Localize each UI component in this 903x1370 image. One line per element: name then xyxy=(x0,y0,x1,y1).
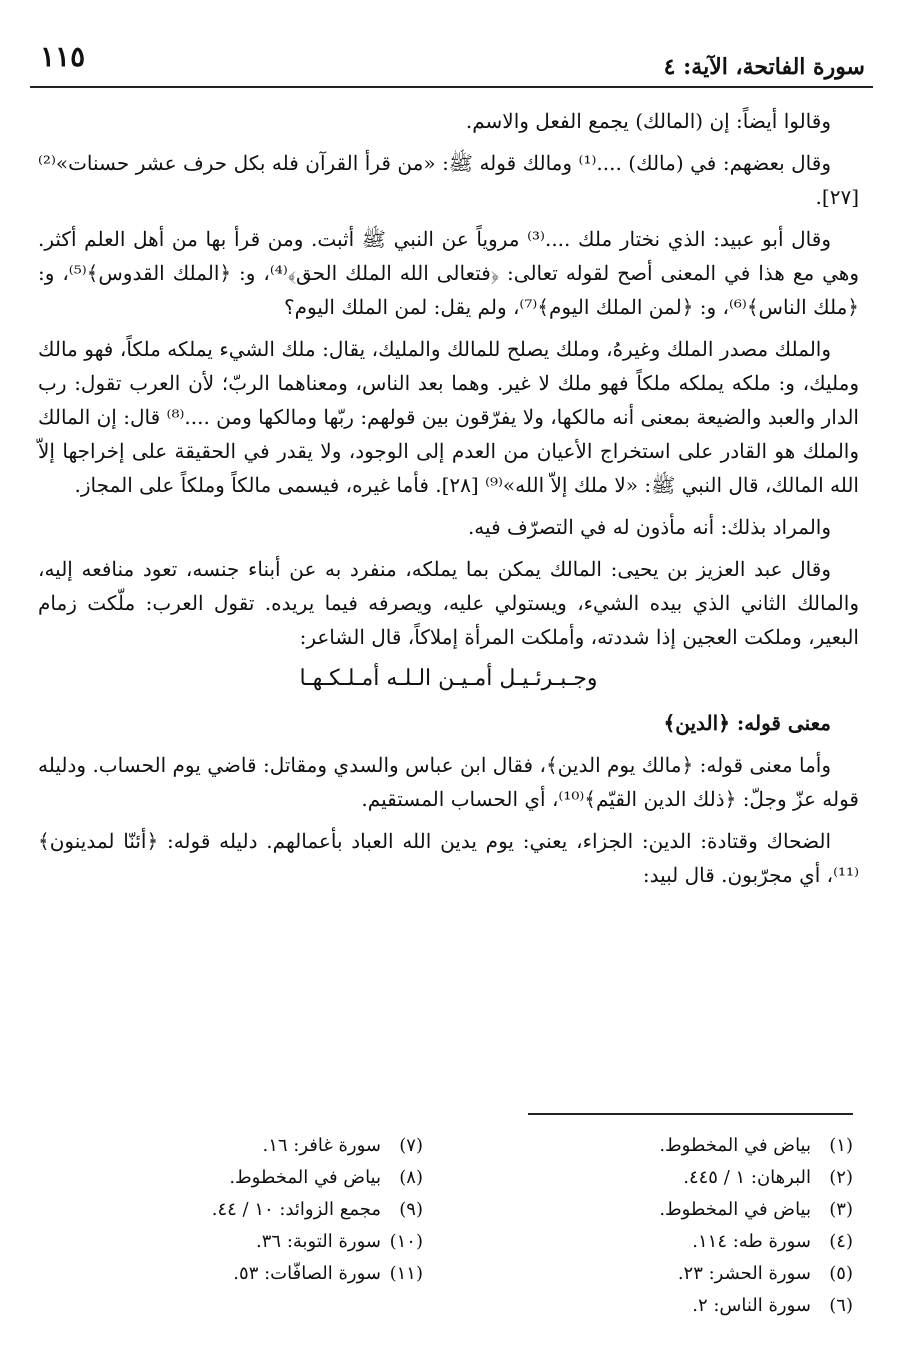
footnote-text: بياض في المخطوط. xyxy=(229,1167,381,1188)
footnote xyxy=(83,1226,423,1258)
footnote xyxy=(523,1258,853,1290)
running-title: سورة الفاتحة، الآية: ٤ xyxy=(663,54,865,80)
footnote-text: سورة الحشر: ٢٣. xyxy=(677,1263,811,1284)
footnote-divider xyxy=(528,1113,853,1115)
main-text xyxy=(38,104,859,900)
footnote-number: (١) xyxy=(829,1135,853,1156)
page-header xyxy=(30,30,873,88)
footnote-text: بياض في المخطوط. xyxy=(659,1199,811,1220)
footnote xyxy=(83,1194,423,1226)
section-heading: معنى قوله: ﴿الدين﴾ xyxy=(663,711,831,735)
paragraph: والمراد بذلك: أنه مأذون له في التصرّف فيه. xyxy=(467,515,831,539)
footnote xyxy=(83,1130,423,1162)
footnote-number: (٩) xyxy=(399,1199,423,1220)
footnote-number: (١١) xyxy=(389,1263,423,1284)
footnote-number: (٢) xyxy=(829,1167,853,1188)
footnote-text: سورة غافر: ١٦. xyxy=(262,1135,381,1156)
footnote-text: البرهان: ١ / ٤٤٥. xyxy=(683,1167,811,1188)
paragraph: وقال بعضهم: في (مالك) ....⁽¹⁾ ومالك قوله ﷺ: «من قرأ القرآن فله بكل حرف عشر حسنات»⁽²⁾ [٢٧]. xyxy=(38,151,859,209)
paragraph: الضحاك وقتادة: الدين: الجزاء، يعني: يوم يدين الله العباد بأعمالهم. دليله قوله: ﴿أئنّا لمدينون﴾⁽¹¹⁾، أي مجرّبون. قال لبيد: xyxy=(38,829,859,887)
footnote-text: بياض في المخطوط. xyxy=(659,1135,811,1156)
paragraph: وقال عبد العزيز بن يحيى: المالك يمكن بما يملكه، منفرد به عن أبناء جنسه، تعود منافعه إليه، والمالك الثاني الذي بيده الشيء، ويستولي عليه، ويصرفه فيما يريده. تقول العرب: ملّكت زمام البعير، وملكت العجين إذا شددته، وأملكت المرأة إملاكاً، قال الشاعر: xyxy=(38,557,859,649)
footnote xyxy=(523,1290,853,1322)
footnote xyxy=(83,1162,423,1194)
footnote-text: مجمع الزوائد: ١٠ / ٤٤. xyxy=(211,1199,381,1220)
footnote xyxy=(83,1258,423,1290)
footnote-number: (٣) xyxy=(829,1199,853,1220)
paragraph: وقالوا أيضاً: إن (المالك) يجمع الفعل والاسم. xyxy=(465,109,831,133)
footnote-text: سورة الصافّات: ٥٣. xyxy=(233,1263,381,1284)
footnote-number: (٦) xyxy=(829,1295,853,1316)
footnote xyxy=(523,1162,853,1194)
footnote xyxy=(523,1130,853,1162)
poetry-verse: وجـبـرئـيـل أمـيـن الـلـه أمـلـكـهـا xyxy=(299,666,598,691)
paragraph: وأما معنى قوله: ﴿مالك يوم الدين﴾، فقال ابن عباس والسدي ومقاتل: قاضي يوم الحساب. ودليله قوله عزّ وجلّ: ﴿ذلك الدين القيّم﴾⁽¹⁰⁾، أي الحساب المستقيم. xyxy=(38,753,859,811)
footnotes-right-column xyxy=(523,1130,853,1322)
footnote-number: (٨) xyxy=(399,1167,423,1188)
footnote xyxy=(523,1194,853,1226)
footnote-number: (٥) xyxy=(829,1263,853,1284)
paragraph: وقال أبو عبيد: الذي نختار ملك ....⁽³⁾ مروياً عن النبي ﷺ أثبت. ومن قرأ بها من أهل العلم أكثر. وهي مع هذا في المعنى أصح لقوله تعالى: ﴿فتعالى الله الملك الحق﴾⁽⁴⁾، و: ﴿الملك القدوس﴾⁽⁵⁾، و: ﴿ملك الناس﴾⁽⁶⁾، و: ﴿لمن الملك اليوم﴾⁽⁷⁾، ولم يقل: لمن الملك اليوم؟ xyxy=(38,227,860,319)
footnote-text: سورة التوبة: ٣٦. xyxy=(256,1231,381,1252)
footnote-number: (٤) xyxy=(829,1231,853,1252)
footnotes-left-column xyxy=(83,1130,423,1290)
page-number: ١١٥ xyxy=(40,40,86,73)
paragraph: والملك مصدر الملك وغيرهُ، وملك يصلح للمالك والمليك، يقال: ملك الشيء يملكه ملكاً، فهو مالك ومليك، و: ملكه يملكه ملكاً فهو ملك لا غير. وهما بعد الناس، ومعناهما الربّ؛ لأن العرب تقول: رب الدار والعبد والضيعة بمعنى أنه مالكها، ولا يفرّقون بين قولهم: ربّها ومالكها ومن ....⁽⁸⁾ قال: إن المالك والملك هو القادر على استخراج الأعيان من العدم إلى الوجود، ولا يقدر في الحقيقة على إخراجها إلاّ الله المالك، قال النبي ﷺ: «لا ملك إلاّ الله»⁽⁹⁾ [٢٨]. فأما غيره، فيسمى مالكاً وملكاً على المجاز. xyxy=(38,337,859,497)
footnote-number: (٧) xyxy=(399,1135,423,1156)
footnote-text: سورة الناس: ٢. xyxy=(692,1295,811,1316)
footnote-number: (١٠) xyxy=(389,1231,423,1252)
footnote-text: سورة طه: ١١٤. xyxy=(692,1231,811,1252)
footnote xyxy=(523,1226,853,1258)
